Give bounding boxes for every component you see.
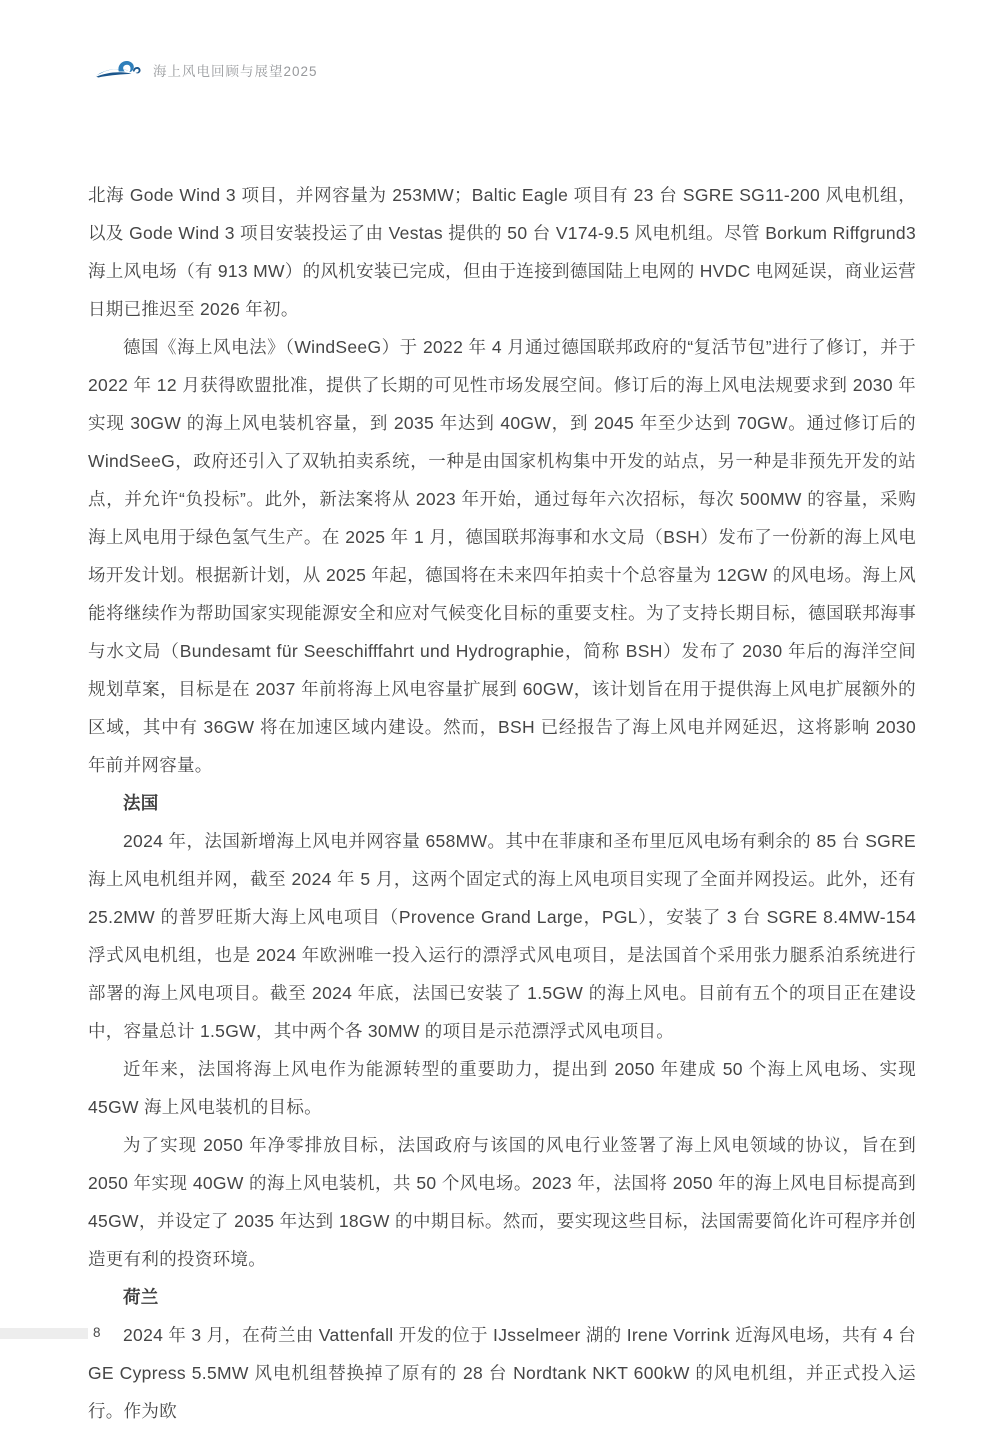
document-body	[88, 176, 916, 1430]
page-header	[94, 54, 318, 86]
body-paragraph: 近年来，法国将海上风电作为能源转型的重要助力，提出到 2050 年建成 50 个海上风电场、实现 45GW 海上风电装机的目标。	[88, 1059, 916, 1117]
body-paragraph: 北海 Gode Wind 3 项目，并网容量为 253MW；Baltic Eagle 项目有 23 台 SGRE SG11-200 风电机组，以及 Gode Wind 3 项目安装投运了由 Vestas 提供的 50 台 V174-9.5 风电机组。尽管 Borkum Riffgrund3 海上风电场（有 913 MW）的风机安装已完成，但由于连接到德国陆上电网的 HVDC 电网延误，商业运营日期已推迟至 2026 年初。	[88, 185, 916, 319]
body-paragraph: 2024 年，法国新增海上风电并网容量 658MW。其中在菲康和圣布里厄风电场有剩余的 85 台 SGRE 海上风电机组并网，截至 2024 年 5 月，这两个固定式的海上风电项目实现了全面并网投运。此外，还有 25.2MW 的普罗旺斯大海上风电项目（Provence Grand Large，PGL），安装了 3 台 SGRE 8.4MW-154 浮式风电机组，也是 2024 年欧洲唯一投入运行的漂浮式风电项目，是法国首个采用张力腿系泊系统进行部署的海上风电项目。截至 2024 年底，法国已安装了 1.5GW 的海上风电。目前有五个的项目正在建设中，容量总计 1.5GW，其中两个各 30MW 的项目是示范漂浮式风电项目。	[88, 831, 916, 1041]
section-heading: 法国	[123, 793, 159, 813]
report-title: 海上风电回顾与展望2025	[153, 64, 318, 79]
body-paragraph: 2024 年 3 月，在荷兰由 Vattenfall 开发的位于 IJsselmeer 湖的 Irene Vorrink 近海风电场，共有 4 台 GE Cypress 5.5MW 风电机组替换掉了原有的 28 台 Nordtank NKT 600kW 的风电机组，并正式投入运行。作为欧	[88, 1325, 916, 1421]
wave-logo-icon	[94, 54, 142, 86]
page-number: 8	[93, 1325, 101, 1340]
body-paragraph: 德国《海上风电法》（WindSeeG）于 2022 年 4 月通过德国联邦政府的“复活节包”进行了修订，并于 2022 年 12 月获得欧盟批准，提供了长期的可见性市场发展空间。修订后的海上风电法规要求到 2030 年实现 30GW 的海上风电装机容量，到 2035 年达到 40GW，到 2045 年至少达到 70GW。通过修订后的 WindSeeG，政府还引入了双轨拍卖系统，一种是由国家机构集中开发的站点，另一种是非预先开发的站点，并允许“负投标”。此外，新法案将从 2023 年开始，通过每年六次招标，每次 500MW 的容量，采购海上风电用于绿色氢气生产。在 2025 年 1 月，德国联邦海事和水文局（BSH）发布了一份新的海上风电场开发计划。根据新计划，从 2025 年起，德国将在未来四年拍卖十个总容量为 12GW 的风电场。海上风能将继续作为帮助国家实现能源安全和应对气候变化目标的重要支柱。为了支持长期目标，德国联邦海事与水文局（Bundesamt für Seeschifffahrt und Hydrographie，简称 BSH）发布了 2030 年后的海洋空间规划草案，目标是在 2037 年前将海上风电容量扩展到 60GW，该计划旨在用于提供海上风电扩展额外的区域，其中有 36GW 将在加速区域内建设。然而，BSH 已经报告了海上风电并网延迟，这将影响 2030 年前并网容量。	[88, 337, 916, 775]
section-heading: 荷兰	[123, 1287, 159, 1307]
body-paragraph: 为了实现 2050 年净零排放目标，法国政府与该国的风电行业签署了海上风电领域的协议，旨在到 2050 年实现 40GW 的海上风电装机，共 50 个风电场。2023 年，法国将 2050 年的海上风电目标提高到 45GW，并设定了 2035 年达到 18GW 的中期目标。然而，要实现这些目标，法国需要简化许可程序并创造更有利的投资环境。	[88, 1135, 916, 1269]
footer-decor-bar	[0, 1328, 88, 1339]
